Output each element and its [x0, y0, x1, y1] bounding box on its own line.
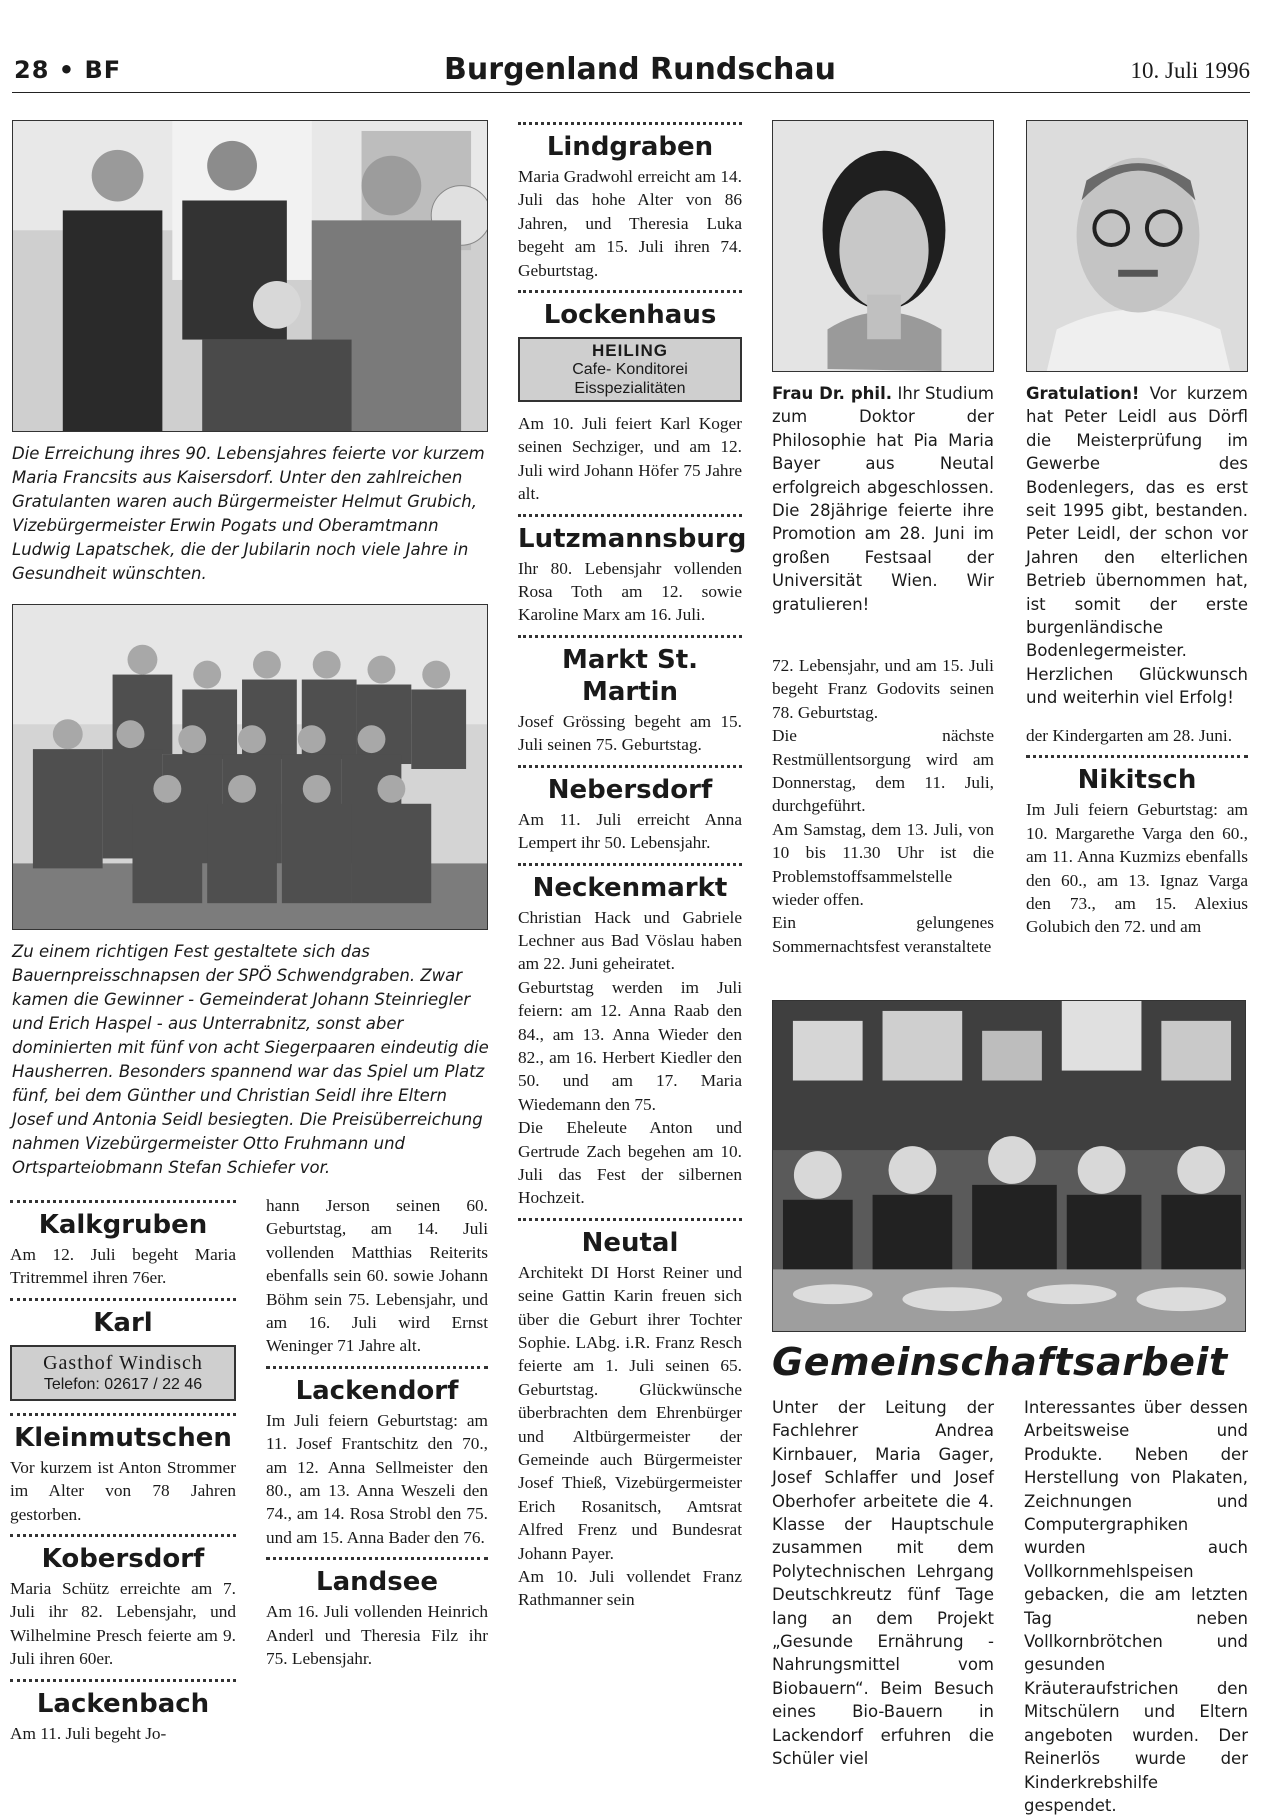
section-divider — [518, 122, 742, 125]
text-leidl — [1026, 382, 1248, 710]
text-neutal-cont-2: Die nächste Restmüllentsorgung wird am Donnerstag, dem 11. Juli, durchgeführt. — [772, 726, 994, 816]
text-bayer — [772, 382, 994, 616]
heading-lindgraben: Lindgraben — [546, 132, 714, 162]
heading-neckenmarkt: Neckenmarkt — [532, 872, 728, 903]
photo-school-project — [772, 1000, 1246, 1332]
text-neutal-1: Architekt DI Horst Reiner und seine Gattin Karin freuen sich über die Geburt ihrer Tochter Sophie. LAbg. i.R. Franz Resch feierte am 1. Juli seinen 65. Geburtstag. Glückwünsche überbrachten dem Ehrenbürger und Altbürgermeister der Gemeinde auch Bürgermeister Josef Thieß, Vizebürgermeister Erich Rosanitsch, Amtsrat Alfred Frenz und Bundesrat Johann Payer. — [518, 1262, 742, 1563]
header-rule — [12, 92, 1250, 93]
heading-nebersdorf: Nebersdorf — [547, 774, 713, 805]
section-divider — [518, 514, 742, 517]
column-5-lower — [1026, 724, 1248, 939]
text-neckenmarkt-1: Christian Hack und Gabriele Lechner aus Bad Vöslau haben am 22. Juni geheiratet. — [518, 907, 742, 974]
section-divider — [518, 635, 742, 638]
heading-lockenhaus: Lockenhaus — [543, 300, 717, 331]
newspaper-title: Burgenland Rundschau — [444, 52, 836, 87]
column-4 — [772, 382, 994, 616]
ad-windisch-name: Gasthof Windisch — [43, 1351, 203, 1374]
text-lackenbach: Am 11. Juli begeht Jo- — [10, 1723, 167, 1743]
photo-birthday-group — [12, 120, 488, 432]
text-neutal-cont-3: Am Samstag, dem 13. Juli, von 10 bis 11.30 Uhr ist die Problemstoffsammelstelle wieder offen. — [772, 819, 994, 910]
text-landsee: Am 16. Juli vollenden Heinrich Anderl und Theresia Filz ihr 75. Lebensjahr. — [266, 1602, 488, 1669]
issue-date: 10. Juli 1996 — [1130, 58, 1250, 83]
text-neckenmarkt-2: Geburtstag werden im Juli feiern: am 12. Anna Raab den 84., am 13. Anna Wieder den 82., am 16. Herbert Kiedler den 50. und am 17. Maria Wiedemann den 75. — [518, 977, 742, 1114]
text-neutal-cont-1: 72. Lebensjahr, und am 15. Juli begeht Franz Godovits seinen 78. Geburtstag. — [772, 656, 994, 722]
feature-text-right: Interessantes über dessen Arbeitsweise und Produkte. Neben der Herstellung von Plakaten, Zeichnungen und Computergraphiken wurden auch Vollkornmehlspeisen gebacken, die am letzten Tag neben Vollkornbrötchen und gesunden Kräuteraufstrichen den Mitschülern und Eltern angeboten wurden. Der Reinerlös wurde der Kinderkrebshilfe gespendet. — [1024, 1398, 1248, 1815]
photo-card-tournament-group — [12, 604, 488, 930]
text-lockenhaus: Am 10. Juli feiert Karl Koger seinen Sechziger, und am 12. Juli wird Johann Höfer 75 Jahre alt. — [518, 414, 742, 504]
heading-nikitsch: Nikitsch — [1077, 765, 1197, 796]
section-divider — [266, 1366, 488, 1369]
ad-heiling-line1: Cafe- Konditorei — [572, 361, 688, 379]
section-divider — [518, 863, 742, 866]
heading-landsee: Landsee — [316, 1567, 438, 1598]
heading-karl: Karl — [93, 1307, 153, 1338]
section-divider — [266, 1557, 488, 1560]
section-divider — [518, 290, 742, 293]
text-lutzmannsburg: Ihr 80. Lebensjahr vollenden Rosa Toth am 12. sowie Karoline Marx am 16. Juli. — [518, 558, 742, 625]
text-nikitsch: Im Juli feiern Geburtstag: am 10. Margarethe Varga den 60., am 11. Anna Kuzmizs ebenfalls den 60., am 13. Ignaz Varga den 73., am 15. Alexius Golubich den 72. und am — [1026, 800, 1248, 937]
text-kleinmutschen: Vor kurzem ist Anton Strommer im Alter von 78 Jahren gestorben. — [10, 1457, 236, 1524]
page-number: 28 • BF — [14, 56, 122, 84]
heading-lutzmannsburg: Lutzmannsburg — [518, 523, 747, 554]
column-2 — [266, 1194, 488, 1671]
column-3 — [518, 114, 747, 1612]
caption-birthday: Die Erreichung ihres 90. Lebensjahres feierte vor kurzem Maria Francsits aus Kaisersdorf. Unter den zahlreichen Gratulanten waren auch Bürgermeister Helmut Grubich, Vizebürgermeister Erwin Pogats und Oberamtmann Ludwig Lapatschek, die der Jubilarin noch viele Jahre in Gesundheit wünschten. — [12, 444, 485, 583]
lead-bayer: Frau Dr. phil. — [772, 384, 893, 403]
heading-kleinmutschen: Kleinmutschen — [14, 1422, 232, 1453]
heading-lackendorf: Lackendorf — [295, 1375, 459, 1406]
section-divider — [10, 1298, 236, 1301]
column-4-lower — [772, 654, 994, 958]
text-kindergarten: der Kindergarten am 28. Juni. — [1026, 726, 1233, 745]
text-lackendorf: Im Juli feiern Geburtstag: am 11. Josef Frantschitz den 70., am 12. Anna Sellmeister den 80., am 13. Anna Weszeli den 74., am 14. Rosa Strobl den 75. und am 15. Anna Bader den 76. — [266, 1410, 488, 1547]
heading-lackenbach: Lackenbach — [36, 1688, 210, 1719]
text-kobersdorf: Maria Schütz erreichte am 7. Juli ihr 82. Lebensjahr, und Wilhelmine Presch feierte am 9. Juli ihren 60er. — [10, 1579, 236, 1669]
text-markt-st-martin: Josef Grössing begeht am 15. Juli seinen 75. Geburtstag. — [518, 711, 742, 755]
section-divider — [518, 765, 742, 768]
body-bayer: Ihr Studium zum Doktor der Philosophie hat Pia Maria Bayer aus Neutal erfolgreich abgeschlossen. Die 28jährige feierte ihre Promotion am 28. Juni im großen Festsaal der Universität Wien. Wir gratulieren! — [772, 384, 995, 614]
heading-neutal: Neutal — [581, 1227, 679, 1258]
ad-heiling-line2: Eisspezialitäten — [574, 380, 686, 398]
body-leidl: Vor kurzem hat Peter Leidl aus Dörfl die Meisterprüfung im Gewerbe des Bodenlegers, das es erst seit 1995 gibt, bestanden. Peter Leidl, der schon vor Jahren den elterlichen Betrieb übernommen hat, ist somit der erste burgenländische Bodenlegermeister. Herzlichen Glückwunsch und weiterhin viel Erfolg! — [1026, 384, 1248, 708]
section-divider — [10, 1679, 236, 1682]
section-divider — [518, 1218, 742, 1221]
ad-windisch-phone: Telefon: 02617 / 22 46 — [43, 1375, 203, 1393]
heading-kalkgruben: Kalkgruben — [38, 1210, 208, 1240]
text-lindgraben: Maria Gradwohl erreicht am 14. Juli das hohe Alter von 86 Jahren, und Theresia Luka begeht am 15. Juli ihren 74. Geburtstag. — [518, 167, 742, 280]
ad-heiling-name: HEILING — [592, 341, 668, 361]
feature-title: Gemeinschaftsarbeit — [772, 1340, 1228, 1384]
heading-markt-st-martin: Markt St. Martin — [561, 644, 699, 707]
caption-card-tournament: Zu einem richtigen Fest gestaltete sich das Bauernpreisschnapsen der SPÖ Schwendgraben. Zwar kamen die Gewinner - Gemeinderat Johann Steinriegler und Erich Haspel - aus Unterrabnitz, sonst aber dominierten mit fünf von acht Siegerpaaren eindeutig die Hausherren. Besonders spannend war das Spiel um Platz fünf, bei dem Günther und Christian Seidl ihre Eltern Josef und Antonia Seidl besiegten. Die Preisüberreichung nahmen Vizebürgermeister Otto Fruhmann und Ortsparteiobmann Stefan Schiefer vor. — [12, 942, 489, 1177]
feature-text-left: Unter der Leitung der Fachlehrer Andrea Kirnbauer, Maria Gager, Josef Schlaffer und Josef Oberhofer arbeitete die 4. Klasse der Hauptschule zusammen mit dem Polytechnischen Lehrgang Deutschkreutz fünf Tage lang an dem Projekt „Gesunde Ernährung - Nahrungsmittel vom Biobauern“. Beim Besuch eines Bio-Bauern in Lackendorf erfuhren die Schüler viel — [772, 1398, 994, 1769]
ad-heiling — [518, 337, 742, 402]
lead-leidl: Gratulation! — [1026, 384, 1140, 403]
text-kalkgruben: Am 12. Juli begeht Maria Tritremmel ihren 76er. — [10, 1245, 236, 1288]
section-divider — [10, 1413, 236, 1416]
text-neutal-2: Am 10. Juli vollendet Franz Rathmanner sein — [518, 1567, 742, 1610]
heading-kobersdorf: Kobersdorf — [41, 1544, 205, 1575]
section-divider — [1026, 755, 1248, 758]
text-neutal-cont-4: Ein gelungenes Sommernachtsfest veranstaltete — [772, 913, 994, 956]
column-5 — [1026, 382, 1248, 710]
section-divider — [10, 1534, 236, 1537]
text-neckenmarkt-3: Die Eheleute Anton und Gertrude Zach begehen am 10. Juli das Fest der silbernen Hochzeit. — [518, 1118, 742, 1208]
column-1 — [10, 1192, 236, 1745]
photo-peter-leidl — [1026, 120, 1248, 372]
ad-gasthof-windisch — [10, 1345, 236, 1401]
text-lackenbach-cont: hann Jerson seinen 60. Geburtstag, am 14. Juli vollenden Matthias Reiterits ebenfalls sein 60. sowie Johann Böhm sein 75. Lebensjahr, und am 16. Juli wird Ernst Weninger 71 Jahre alt. — [266, 1196, 488, 1356]
section-divider — [10, 1200, 236, 1203]
photo-pia-maria-bayer — [772, 120, 994, 372]
text-nebersdorf: Am 11. Juli erreicht Anna Lempert ihr 50. Lebensjahr. — [518, 809, 742, 853]
